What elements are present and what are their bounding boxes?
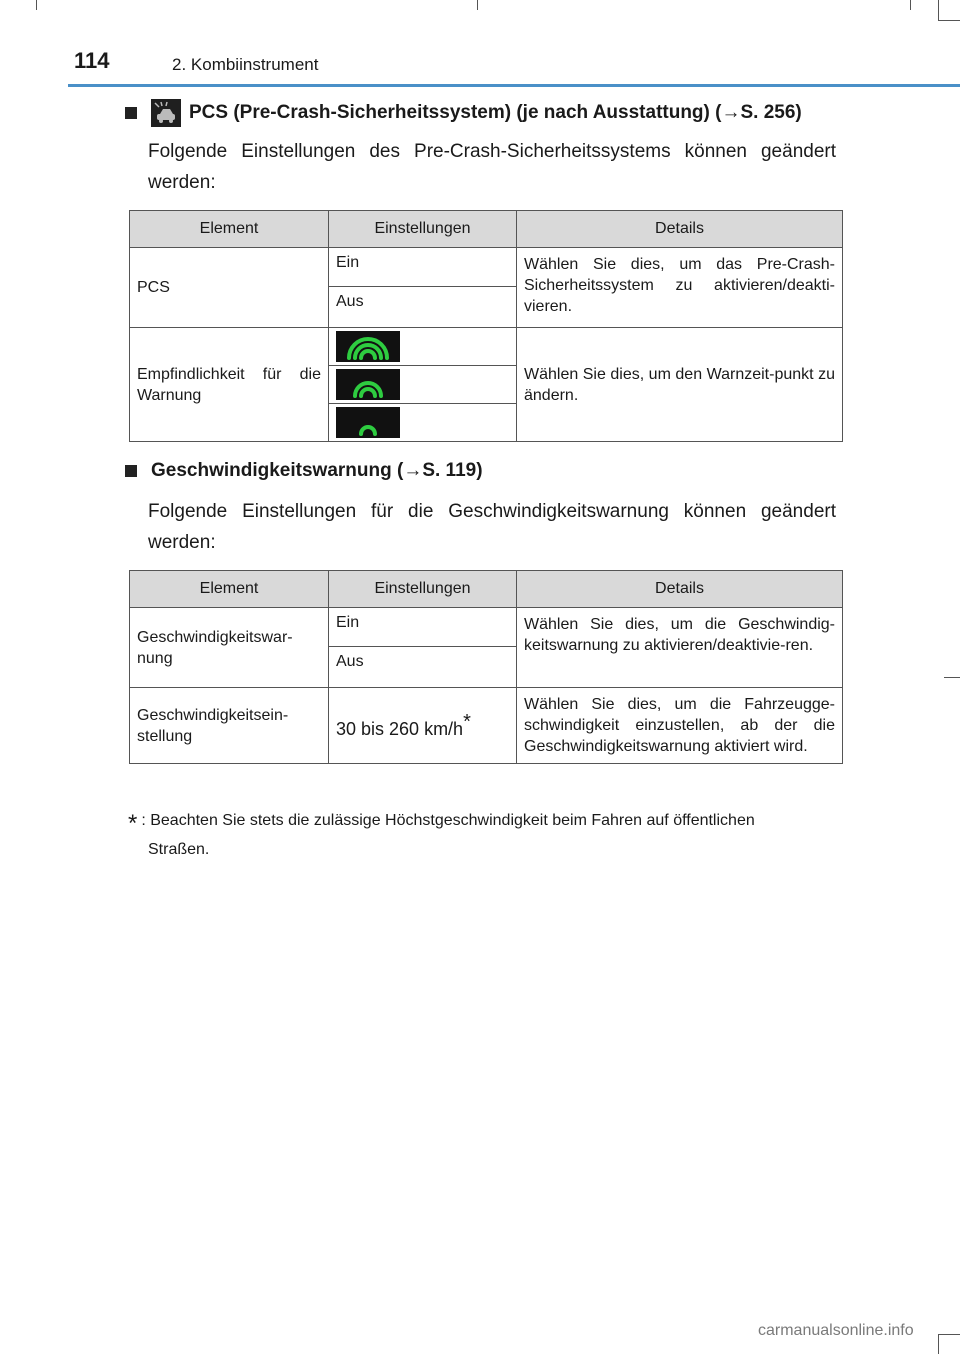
icon-cell (329, 404, 517, 442)
table-row (130, 608, 843, 647)
footnote-star: * (128, 810, 138, 837)
footnote-text: : Beachten Sie stets die zulässige Höchstgeschwindigkeit beim Fahren auf öffentlichen (141, 812, 755, 829)
column-header: Einstellungen (329, 571, 517, 608)
crop-mark (910, 0, 911, 10)
crop-mark (477, 0, 478, 10)
crop-mark (36, 0, 37, 10)
column-header: Element (130, 571, 329, 608)
column-header: Element (130, 211, 329, 248)
page-number: 114 (74, 48, 110, 73)
pcs-warning-icon (151, 99, 181, 127)
column-header: Einstellungen (329, 211, 517, 248)
column-header: Details (517, 571, 843, 608)
crop-mark (938, 0, 939, 20)
element-cell: Geschwindigkeitswar-nung (130, 608, 329, 688)
setting-cell: Ein (329, 608, 517, 647)
details-cell: Wählen Sie dies, um die Geschwindig-keitswarnung zu aktivieren/deaktivie-ren. (517, 608, 843, 688)
setting-cell: Aus (329, 647, 517, 688)
element-cell: PCS (130, 248, 329, 328)
speed-settings-table (129, 570, 843, 764)
bullet-square-icon (125, 465, 137, 477)
setting-cell (329, 688, 517, 764)
footnote-marker: * (463, 711, 471, 733)
bullet-square-icon (125, 107, 137, 119)
pcs-settings-table (129, 210, 843, 442)
warning-arcs-3-icon (336, 331, 400, 362)
chapter-title: 2. Kombiinstrument (172, 55, 319, 74)
warning-arcs-1-icon (336, 407, 400, 438)
table-header-row (130, 571, 843, 608)
pcs-section-heading (125, 99, 802, 127)
header-rule (68, 84, 960, 87)
speed-intro: Folgende Einstellungen für die Geschwindigkeitswarnung können geändert werden: (148, 501, 836, 553)
pcs-heading-text: PCS (Pre-Crash-Sicherheitssystem) (je nach Ausstattung) (→S. 256) (189, 102, 802, 123)
table-header-row (130, 211, 843, 248)
speed-section-heading (125, 460, 483, 482)
pcs-intro: Folgende Einstellungen des Pre-Crash-Sicherheitssystems können geändert werden: (148, 141, 836, 193)
table-row (130, 688, 843, 764)
icon-cell (329, 328, 517, 366)
details-cell: Wählen Sie dies, um das Pre-Crash-Sicherheitssystem zu aktivieren/deakti-vieren. (517, 248, 843, 328)
details-cell: Wählen Sie dies, um die Fahrzeugge-schwindigkeit einzustellen, ab der die Geschwindigkeitswarnung aktiviert wird. (517, 688, 843, 764)
table-row (130, 328, 843, 366)
crop-mark (944, 677, 960, 678)
crop-mark (938, 20, 960, 21)
watermark: carmanualsonline.info (758, 1322, 914, 1339)
setting-cell: Aus (329, 287, 517, 328)
setting-cell: Ein (329, 248, 517, 287)
table-row (130, 248, 843, 287)
speed-heading-text: Geschwindigkeitswarnung (→S. 119) (151, 460, 483, 481)
footnote (128, 808, 836, 863)
icon-cell (329, 366, 517, 404)
footnote-continuation: Straßen. (148, 841, 210, 858)
details-cell: Wählen Sie dies, um den Warnzeit-punkt zu ändern. (517, 328, 843, 442)
element-cell: Geschwindigkeitsein-stellung (130, 688, 329, 764)
crop-mark (938, 1334, 960, 1335)
warning-arcs-2-icon (336, 369, 400, 400)
speed-range-value: 30 bis 260 km/h (336, 719, 464, 739)
crop-mark (938, 1334, 939, 1354)
column-header: Details (517, 211, 843, 248)
element-cell: Empfindlichkeit für die Warnung (130, 328, 329, 442)
